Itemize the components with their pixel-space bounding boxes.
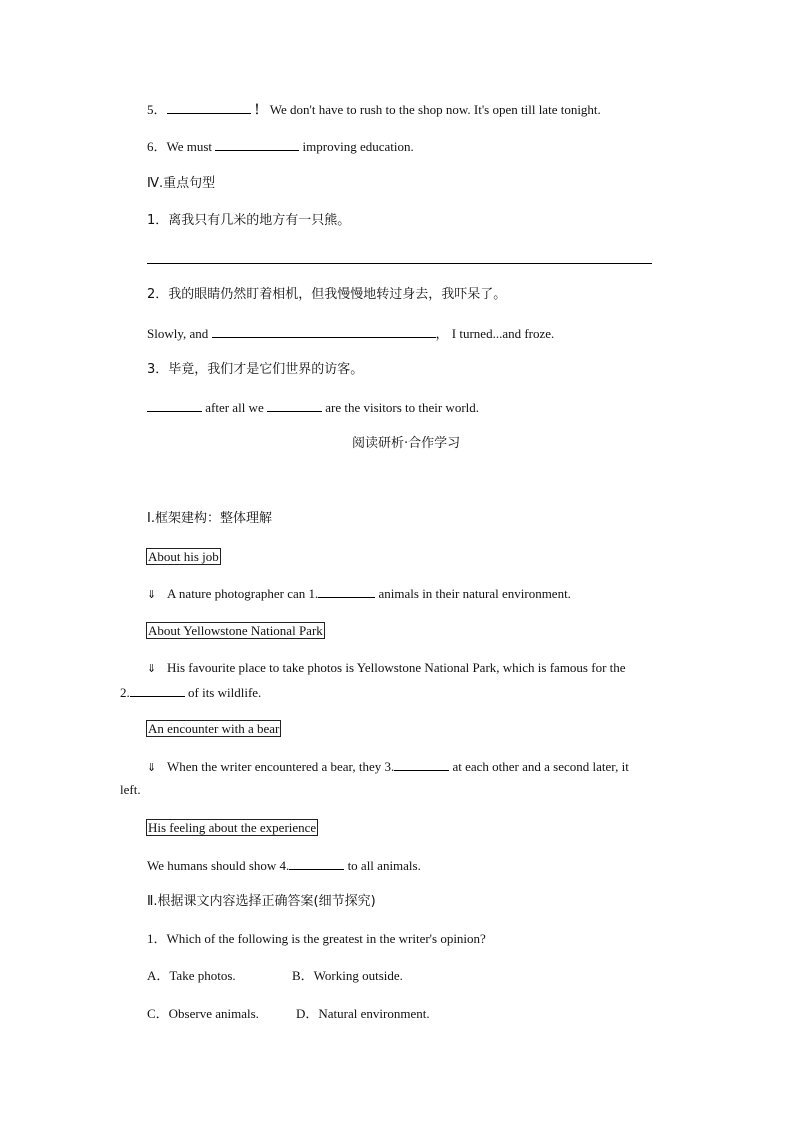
answer-blank[interactable] [130, 683, 185, 697]
line-pre: 2. [120, 685, 130, 700]
framework-box-job [146, 548, 221, 566]
question-text-post: improving education. [299, 139, 414, 154]
fill-pre: Slowly, and [147, 326, 212, 341]
fill-mid: after all we [202, 400, 267, 415]
line-post: animals in their natural environment. [375, 586, 571, 601]
framework-line-4 [147, 856, 421, 875]
framework-line-2 [147, 659, 626, 678]
framework-line-1 [147, 584, 571, 604]
question-6 [147, 137, 414, 156]
framework-box-park [146, 622, 325, 640]
mc-question-1: 1．Which of the following is the greatest in the writer's opinion? [147, 931, 486, 946]
framework-line-2-cont [120, 683, 261, 702]
box-label: About Yellowstone National Park [148, 623, 323, 638]
line-pre: When the writer encountered a bear, they 3. [167, 759, 395, 774]
answer-blank[interactable] [215, 137, 299, 151]
line-post: to all animals. [344, 858, 421, 873]
question-5 [147, 100, 601, 119]
mc-option-c[interactable]: C．Observe animals. [147, 1006, 259, 1021]
reading-section-title: 阅读研析·合作学习 [352, 436, 461, 451]
section-heading-framework: Ⅰ.框架建构：整体理解 [147, 511, 272, 526]
down-arrow-icon: ⇓ [147, 588, 157, 601]
answer-blank[interactable] [167, 100, 251, 114]
section-heading-details: Ⅱ.根据课文内容选择正确答案(细节探究) [147, 894, 376, 909]
framework-box-bear [146, 720, 281, 738]
line-post: at each other and a second later, it [449, 759, 629, 774]
answer-blank[interactable] [267, 398, 322, 412]
question-text-pre: 6．We must [147, 139, 216, 154]
box-label: An encounter with a bear [148, 721, 280, 736]
line-pre: A nature photographer can 1. [167, 586, 319, 601]
exclamation-mark: ！ [253, 102, 267, 117]
mc-option-b[interactable]: B．Working outside. [292, 968, 403, 983]
mc-option-d[interactable]: D．Natural environment. [296, 1006, 430, 1021]
fill-post: are the visitors to their world. [321, 400, 480, 415]
line-pre: His favourite place to take photos is Yellowstone National Park, which is famous for the [167, 660, 626, 675]
sentence-2-fill [147, 324, 554, 343]
answer-blank[interactable] [289, 856, 344, 870]
question-number: 5． [147, 102, 167, 117]
down-arrow-icon: ⇓ [147, 761, 157, 774]
question-text: We don't have to rush to the shop now. It's open till late tonight. [266, 102, 601, 117]
sentence-1-answer-line[interactable] [147, 263, 652, 264]
sentence-3-prompt: 3．毕竟，我们才是它们世界的访客。 [147, 362, 364, 377]
box-label: His feeling about the experience [148, 820, 317, 835]
framework-box-feeling [146, 819, 318, 837]
fill-post: ， I turned...and froze. [435, 326, 555, 341]
framework-line-3-cont: left. [120, 782, 141, 797]
mc-option-a[interactable]: A．Take photos. [147, 968, 236, 983]
answer-blank[interactable] [147, 398, 202, 412]
sentence-3-fill [147, 398, 479, 417]
answer-blank[interactable] [394, 757, 449, 771]
box-label: About his job [148, 549, 219, 564]
line-pre: We humans should show 4. [147, 858, 290, 873]
answer-blank[interactable] [212, 324, 436, 338]
line-post: of its wildlife. [184, 685, 262, 700]
framework-line-3 [147, 757, 629, 777]
section-heading-key-sentences: Ⅳ.重点句型 [147, 176, 216, 191]
sentence-1-prompt: 1．离我只有几米的地方有一只熊。 [147, 213, 351, 228]
down-arrow-icon: ⇓ [147, 662, 157, 675]
sentence-2-prompt: 2．我的眼睛仍然盯着相机，但我慢慢地转过身去，我吓呆了。 [147, 287, 507, 302]
answer-blank[interactable] [318, 584, 375, 598]
